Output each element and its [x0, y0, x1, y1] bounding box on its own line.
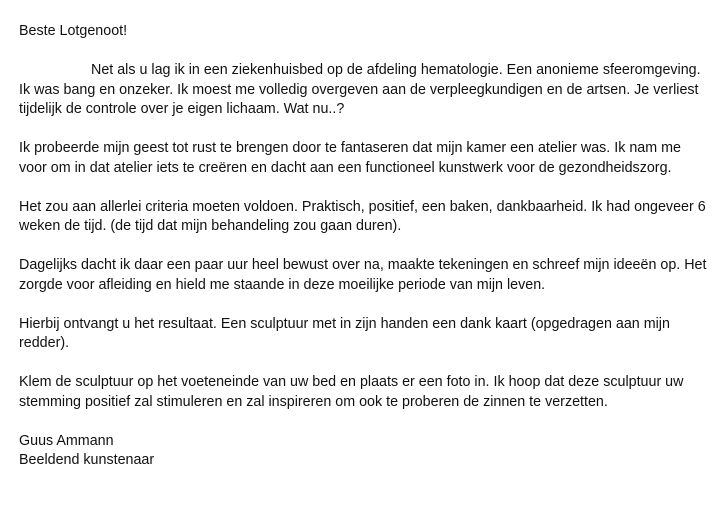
salutation: Beste Lotgenoot! [19, 23, 128, 39]
paragraph-gap [19, 412, 709, 432]
signature-name: Guus Ammann [19, 432, 114, 449]
paragraph-6: Klem de sculptuur op het voeteneinde van uw bed en plaats er een foto in. Ik hoop dat deze sculptuur uw stemming positief zal stimuleren en zal inspireren om ook te proberen de zinnen te verzetten. [19, 374, 684, 410]
paragraph-4: Dagelijks dacht ik daar een paar uur heel bewust over na, maakte tekeningen en schreef mijn ideeën op. Het zorgde voor afleiding en hield me staande in deze moeilijke periode van mijn leven. [19, 257, 707, 293]
paragraph-gap [19, 295, 709, 315]
paragraph-gap [19, 237, 709, 257]
paragraph-gap [19, 120, 709, 140]
paragraph-gap [19, 42, 709, 62]
paragraph-gap [19, 178, 709, 198]
signature-title: Beeldend kunstenaar [19, 452, 155, 468]
paragraph-2: Ik probeerde mijn geest tot rust te brengen door te fantaseren dat mijn kamer een atelier was. Ik nam me voor om in dat atelier iets te creëren en dacht aan een functioneel kunstwerk voor de gezondheidszorg. [19, 140, 681, 176]
paragraph-5: Hierbij ontvangt u het resultaat. Een sculptuur met in zijn handen een dank kaart (opgedragen aan mijn redder). [19, 315, 670, 351]
letter-document [19, 22, 709, 471]
paragraph-gap [19, 354, 709, 374]
paragraph-1: Net als u lag ik in een ziekenhuisbed op de afdeling hematologie. Een anonieme sfeeromgeving. Ik was bang en onzeker. Ik moest me volledig overgeven aan de verpleegkundigen en de artsen. Je verliest tijdelijk de controle over je eigen lichaam. Wat nu..? [19, 62, 701, 117]
paragraph-3: Het zou aan allerlei criteria moeten voldoen. Praktisch, positief, een baken, dankbaarheid. Ik had ongeveer 6 weken de tijd. (de tijd dat mijn behandeling zou gaan duren). [19, 198, 706, 234]
